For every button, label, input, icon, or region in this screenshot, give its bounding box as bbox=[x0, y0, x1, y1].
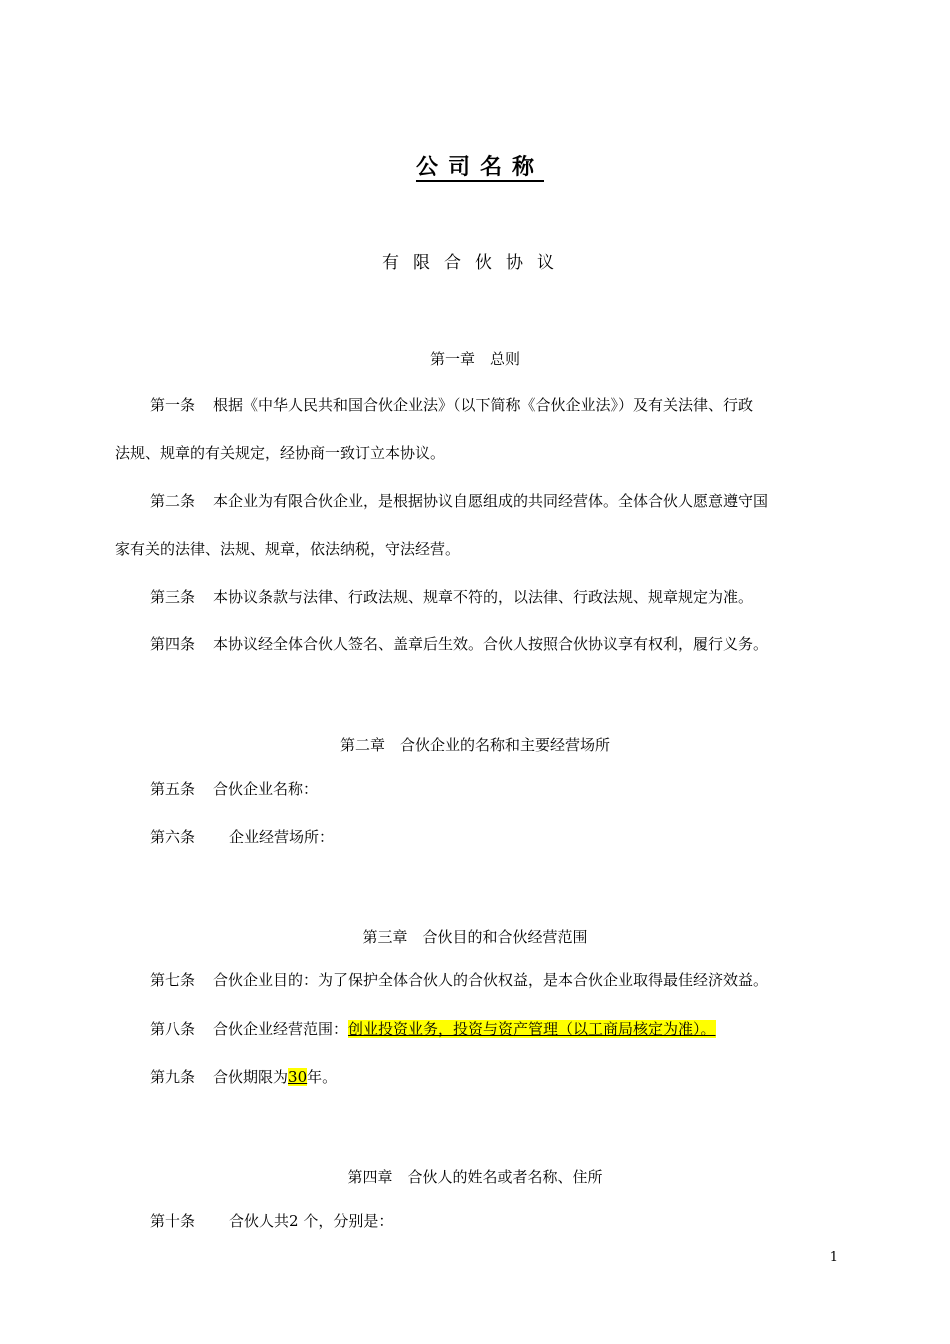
article-1-line-1 bbox=[150, 398, 753, 413]
article-10-label: 第十条 bbox=[150, 1212, 196, 1230]
article-8-prefix: 合伙企业经营范围： bbox=[213, 1020, 349, 1038]
article-1-label: 第一条 bbox=[150, 396, 196, 414]
article-9-suffix: 年。 bbox=[307, 1068, 338, 1086]
article-8-label: 第八条 bbox=[150, 1020, 196, 1038]
article-9-years-highlight: 30 bbox=[288, 1068, 308, 1086]
article-9-label: 第九条 bbox=[150, 1068, 196, 1086]
article-6-label: 第六条 bbox=[150, 828, 196, 846]
article-9-prefix: 合伙期限为 bbox=[213, 1068, 289, 1086]
article-10 bbox=[150, 1214, 393, 1229]
article-2-line-1 bbox=[150, 494, 768, 509]
article-3-text: 本协议条款与法律、行政法规、规章不符的，以法律、行政法规、规章规定为准。 bbox=[213, 588, 754, 606]
article-6-text: 企业经营场所： bbox=[229, 828, 335, 846]
company-name-title bbox=[0, 150, 950, 181]
article-5 bbox=[150, 782, 318, 797]
article-4-label: 第四条 bbox=[150, 635, 196, 653]
article-2-text: 本企业为有限合伙企业，是根据协议自愿组成的共同经营体。全体合伙人愿意遵守国 bbox=[213, 492, 769, 510]
article-3 bbox=[150, 590, 753, 605]
article-8-highlighted-scope: 创业投资业务，投资与资产管理（以工商局核定为准）。 bbox=[348, 1020, 716, 1038]
article-4-text: 本协议经全体合伙人签名、盖章后生效。合伙人按照合伙协议享有权利，履行义务。 bbox=[213, 635, 769, 653]
article-1-text: 根据《中华人民共和国合伙企业法》（以下简称《合伙企业法》）及有关法律、行政 bbox=[213, 396, 754, 414]
article-5-text: 合伙企业名称： bbox=[213, 780, 319, 798]
article-6 bbox=[150, 830, 334, 845]
article-5-label: 第五条 bbox=[150, 780, 196, 798]
chapter-3-heading: 第三章 合伙目的和合伙经营范围 bbox=[362, 928, 588, 946]
article-2-line-2: 家有关的法律、法规、规章，依法纳税，守法经营。 bbox=[115, 540, 461, 558]
article-7-label: 第七条 bbox=[150, 971, 196, 989]
chapter-4-heading: 第四章 合伙人的姓名或者名称、住所 bbox=[347, 1168, 603, 1186]
page-number: 1 bbox=[829, 1250, 838, 1265]
document-subtitle: 有限合伙协议 bbox=[382, 253, 568, 273]
article-1-line-2: 法规、规章的有关规定，经协商一致订立本协议。 bbox=[115, 444, 446, 462]
article-8 bbox=[150, 1022, 716, 1037]
article-4 bbox=[150, 637, 768, 652]
company-name-text: 公司名称 bbox=[415, 154, 544, 180]
article-7-text: 合伙企业目的：为了保护全体合伙人的合伙权益，是本合伙企业取得最佳经济效益。 bbox=[213, 971, 769, 989]
article-7 bbox=[150, 973, 768, 988]
article-9 bbox=[150, 1070, 337, 1085]
article-2-label: 第二条 bbox=[150, 492, 196, 510]
chapter-2-heading: 第二章 合伙企业的名称和主要经营场所 bbox=[339, 736, 610, 754]
article-3-label: 第三条 bbox=[150, 588, 196, 606]
article-10-text: 合伙人共2 个，分别是： bbox=[229, 1212, 394, 1230]
chapter-1-heading: 第一章 总则 bbox=[429, 350, 520, 368]
